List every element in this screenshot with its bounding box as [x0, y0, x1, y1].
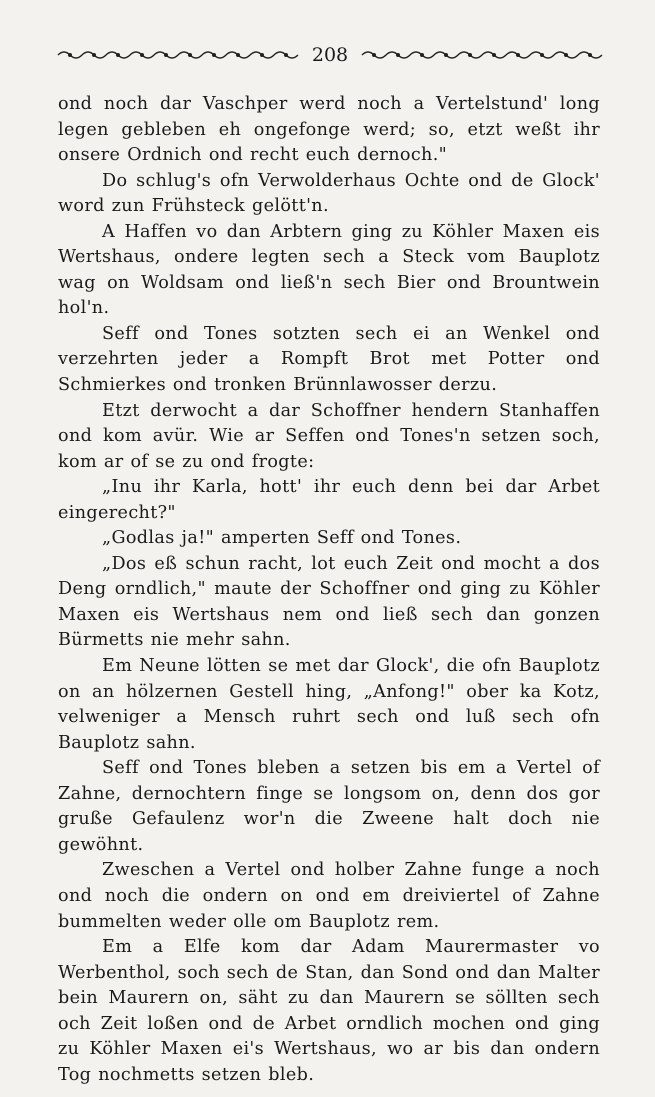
paragraph-3: A Haffen vo dan Arbtern ging zu Köhler Maxen eis Wertshaus, ondere legten sech a Steck vom Bauplotz wag on Woldsam ond ließ'n sech Bier ond Brountwein hol'n. — [58, 221, 600, 319]
paragraph-4: Seff ond Tones sotzten sech ei an Wenkel ond verzehrten jeder a Rompft Brot met Potter ond Schmierkes ond tronken Brünnlawosser derzu. — [58, 323, 600, 396]
paragraph-7-speech: „Godlas ja!" amperten Seff ond Tones. — [102, 528, 462, 549]
page-number: 208 — [311, 44, 349, 66]
paragraph-12: Em a Elfe kom dar Adam Maurermaster vo Werbenthol, soch sech de Stan, dan Sond ond dan Malter bein Maurern on, säht zu dan Maurern se söllten sech och Zeit loßen ond de Arbet orndlich mochen ond ging zu Köhler Maxen ei's Wertshaus, wo ar bis dan ondern Tog nochmetts setzen bleb. — [58, 937, 600, 1085]
left-ornament-border — [56, 48, 300, 62]
right-ornament-border — [360, 48, 604, 62]
paragraph-1: ond noch dar Vaschper werd noch a Vertelstund' long legen gebleben eh ongefonge werd; so, etzt weßt ihr onsere Ordnich ond recht euch dernoch." — [58, 94, 600, 166]
paragraph-8-speech: „Dos eß schun racht, lot euch Zeit ond mocht a dos Deng orndlich," maute der Schoffner ond ging zu Köhler Maxen eis Wertshaus nem ond ließ sech dan gonzen Bürmetts nie mehr sahn. — [58, 553, 600, 651]
paragraph-9: Em Neune lötten se met dar Glock', die ofn Bauplotz on an hölzernen Gestell hing, „Anfong!" ober ka Kotz, velweniger a Mensch ruhrt sech ond luß sech ofn Bauplotz sahn. — [58, 656, 600, 753]
page-header — [56, 42, 604, 68]
paragraph-5: Etzt derwocht a dar Schoffner hendern Stanhaffen ond kom avür. Wie ar Seffen ond Tones'n setzen soch, kom ar of se zu ond frogte: — [58, 400, 600, 472]
paragraph-6-speech: „Inu ihr Karla, hott' ihr euch denn bei dar Arbet eingerecht?" — [58, 477, 600, 523]
paragraph-10: Seff ond Tones bleben a setzen bis em a Vertel of Zahne, dernochtern finge se longsom on, denn dos gor gruße Gefaulenz wor'n die Zweene halt doch nie gewöhnt. — [58, 758, 600, 855]
page-text-body — [58, 92, 600, 1088]
paragraph-11: Zweschen a Vertel ond holber Zahne funge a noch ond noch die ondern on ond em dreiviertel of Zahne bummelten weder olle om Bauplotz rem. — [58, 860, 600, 932]
paragraph-2: Do schlug's ofn Verwolderhaus Ochte ond de Glock' word zun Frühsteck gelött'n. — [58, 170, 600, 217]
